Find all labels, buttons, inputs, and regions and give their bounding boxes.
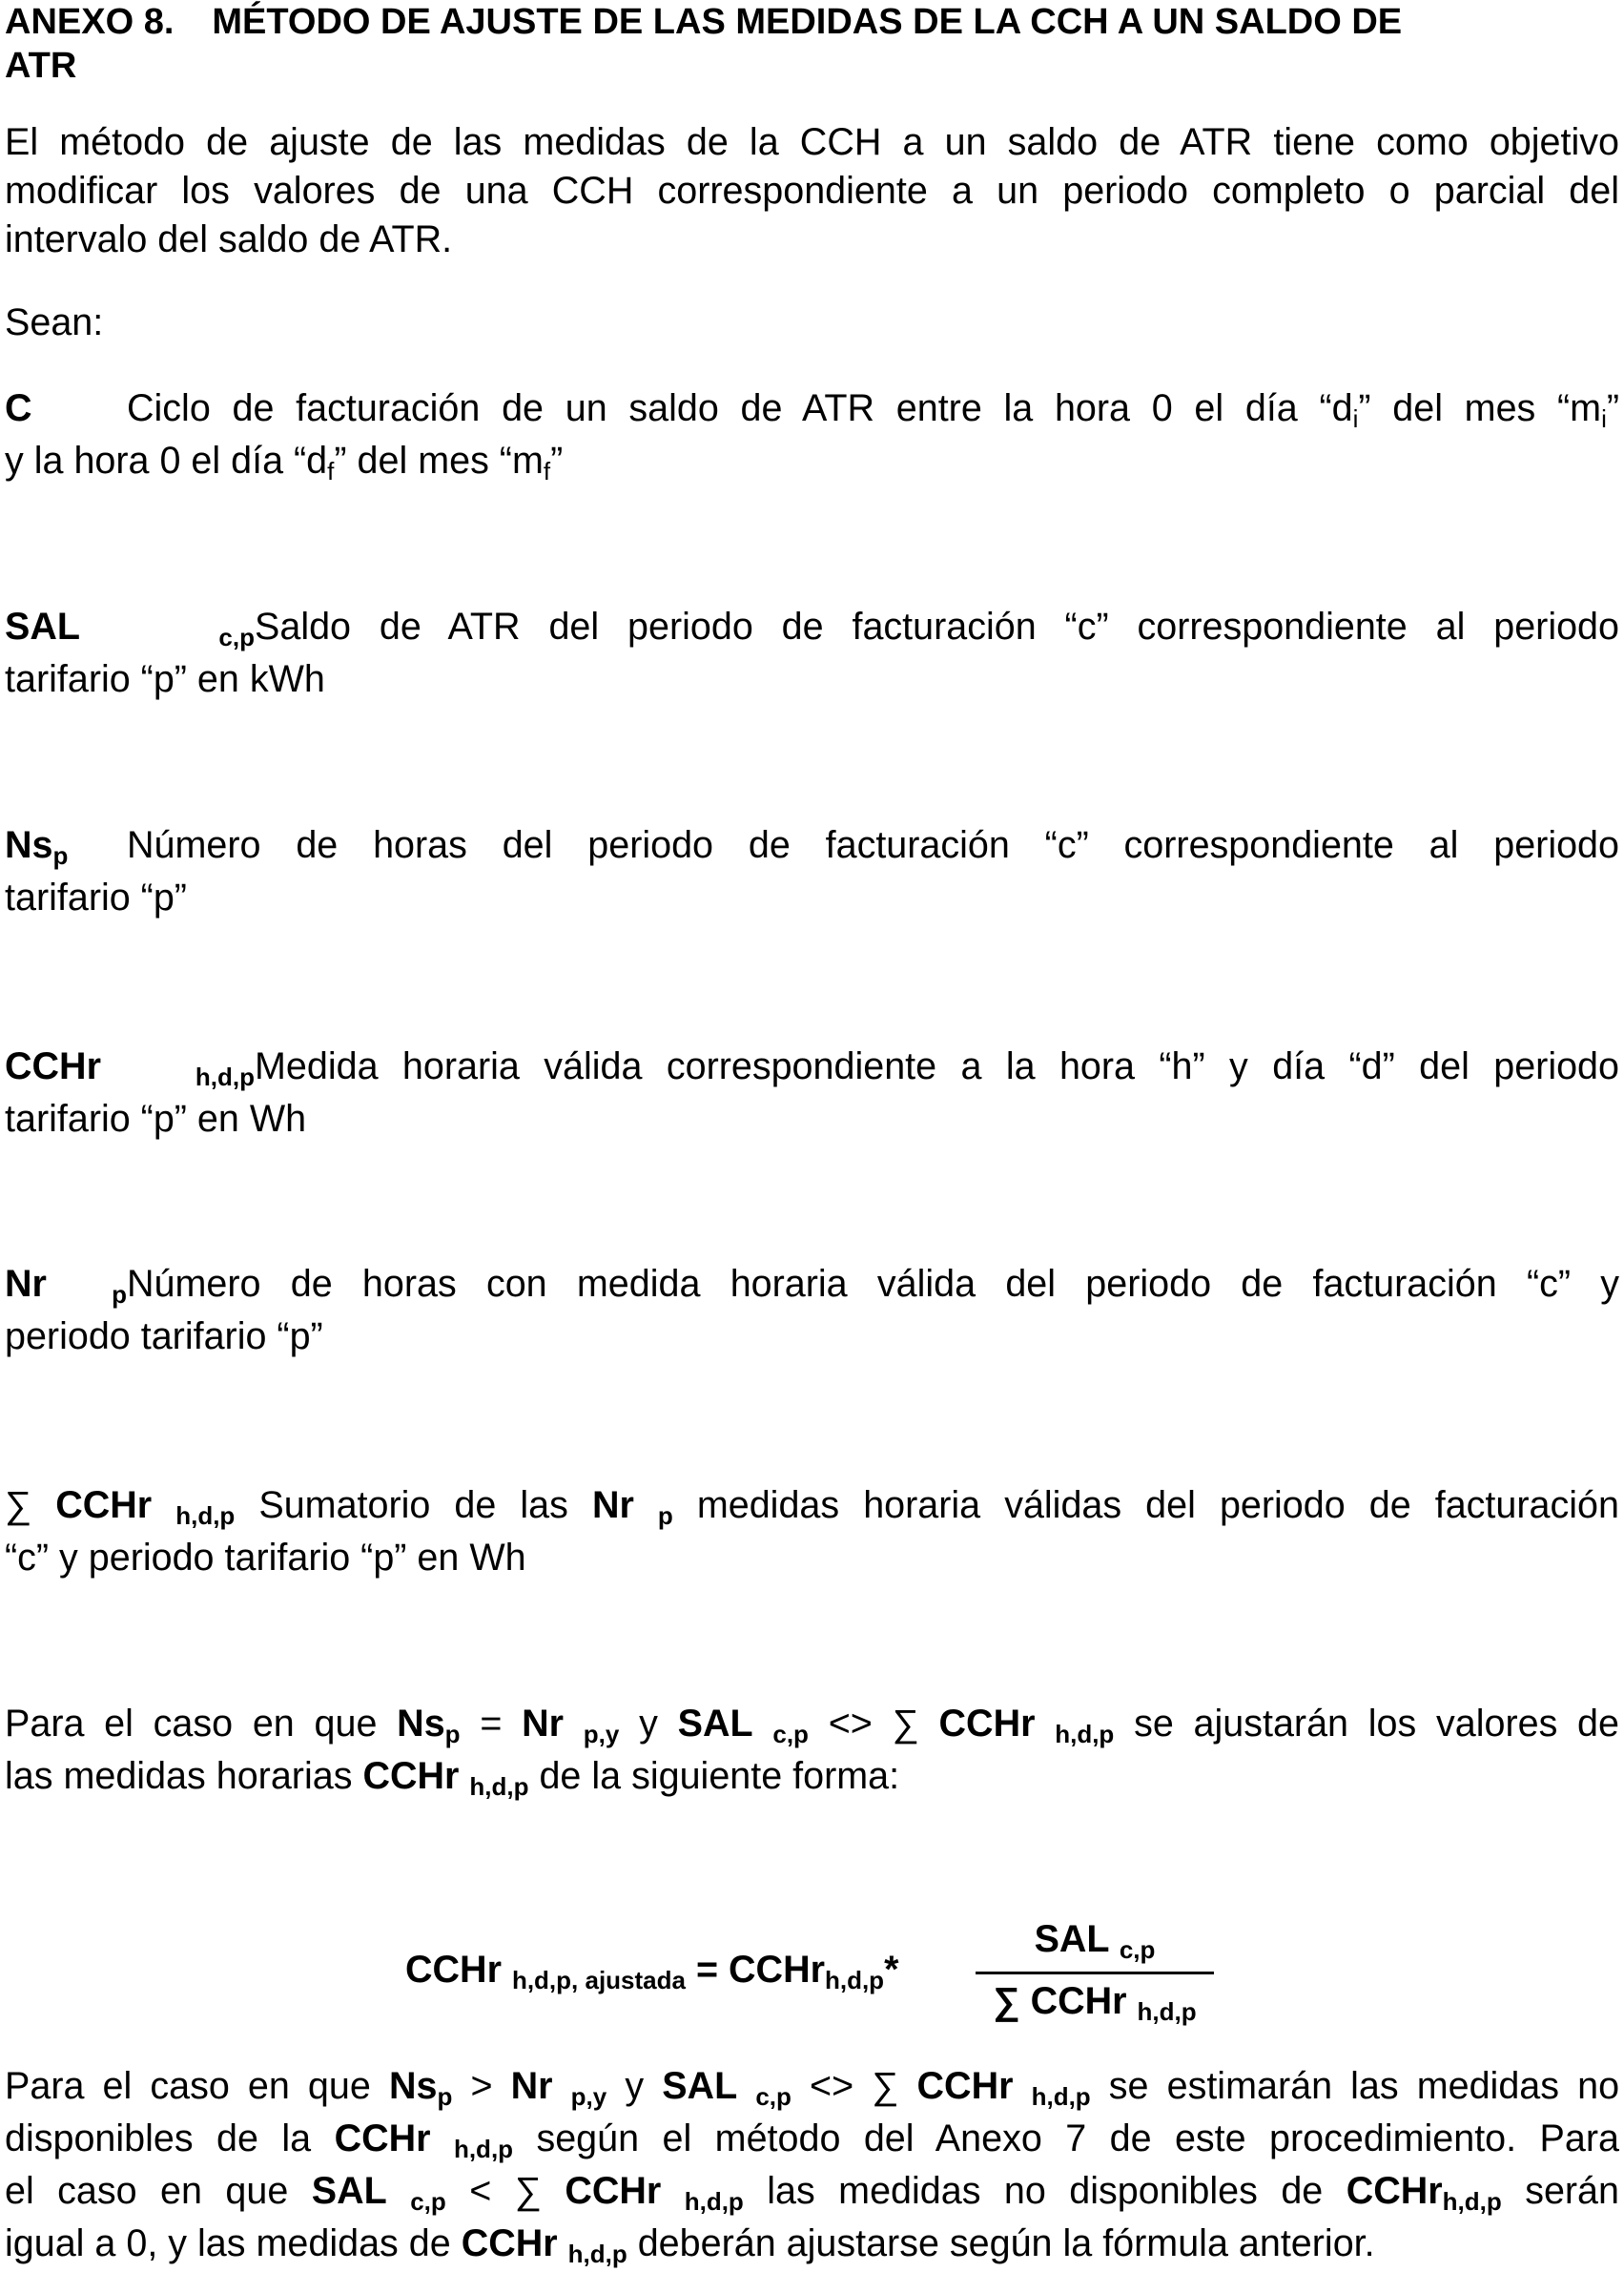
definition-cchr: CCHr h,d,pMedida horaria válida correspondiente a la hora “h” y día “d” del periodo tarifario “p” en Wh <box>5 1045 1619 1140</box>
definition-ns: Nsp Número de horas del periodo de facturación “c” correspondiente al periodo tarifario “p” <box>5 824 1619 919</box>
case2-paragraph: Para el caso en que Nsp > Nr p,y y SAL c,p <> ∑ CCHr h,d,p se estimarán las medidas no disponibles de la CCHr h,d,p según el método del Anexo 7 de este procedimiento. Para el caso en que SAL c,p < ∑ CCHr h,d,p las medidas no disponibles de CCHrh,d,p serán igual a 0, y las medidas de CCHr h,d,p deberán ajustarse según la fórmula anterior. <box>5 2065 1620 2268</box>
annex-title-line1: MÉTODO DE AJUSTE DE LAS MEDIDAS DE LA CCH A UN SALDO DE <box>212 2 1403 42</box>
formula-lhs: CCHr h,d,p, ajustada = CCHrh,d,p* <box>405 1949 899 1994</box>
definition-c: C Ciclo de facturación de un saldo de ATR entre la hora 0 el día “di” del mes “mi” y la hora 0 el día “df” del mes “mf” <box>5 384 1619 489</box>
document-page <box>5 0 1624 2268</box>
annex-label: ANEXO 8. <box>5 2 175 42</box>
def-symbol: SAL <box>5 606 80 648</box>
sean-label: Sean: <box>5 301 104 343</box>
intro-paragraph <box>5 118 1619 264</box>
intro-line: El método de ajuste de las medidas de la CCH a un saldo de ATR tiene como objetivo <box>5 121 1619 163</box>
annex-title-line2: ATR <box>5 46 77 86</box>
formula-fraction <box>976 1912 1214 2028</box>
definition-sum-cchr: ∑ CCHr h,d,p Sumatorio de las Nr p medidas horaria válidas del periodo de facturación “c” y periodo tarifario “p” en Wh <box>5 1484 1619 1579</box>
def-symbol: Ns <box>5 824 53 866</box>
fraction-denominator: ∑ CCHr h,d,p <box>993 1980 1197 2026</box>
intro-line: intervalo del saldo de ATR. <box>5 218 453 260</box>
def-symbol: CCHr <box>5 1045 101 1087</box>
definition-sal: SAL c,pSaldo de ATR del periodo de facturación “c” correspondiente al periodo tarifario “p” en kWh <box>5 606 1619 700</box>
sigma-icon: ∑ <box>993 1980 1020 2022</box>
adjustment-formula <box>5 1912 1619 2027</box>
def-symbol: CCHr <box>55 1484 153 1526</box>
def-symbol: C <box>5 387 32 429</box>
annex-heading <box>5 0 1619 88</box>
fraction-numerator: SAL c,p <box>1034 1918 1156 1964</box>
case1-paragraph: Para el caso en que Nsp = Nr p,y y SAL c,p <> ∑ CCHr h,d,p se ajustarán los valores de las medidas horarias CCHr h,d,p de la siguiente forma: <box>5 1703 1619 1801</box>
intro-line: modificar los valores de una CCH correspondiente a un periodo completo o parcial del <box>5 170 1619 212</box>
sigma-icon: ∑ <box>5 1484 32 1526</box>
sigma-icon: ∑ <box>872 2065 899 2107</box>
def-symbol: Nr <box>5 1263 47 1305</box>
definition-nr: Nr pNúmero de horas con medida horaria válida del periodo de facturación “c” y periodo tarifario “p” <box>5 1263 1619 1357</box>
sigma-icon: ∑ <box>514 2170 542 2212</box>
sigma-icon: ∑ <box>892 1703 919 1745</box>
